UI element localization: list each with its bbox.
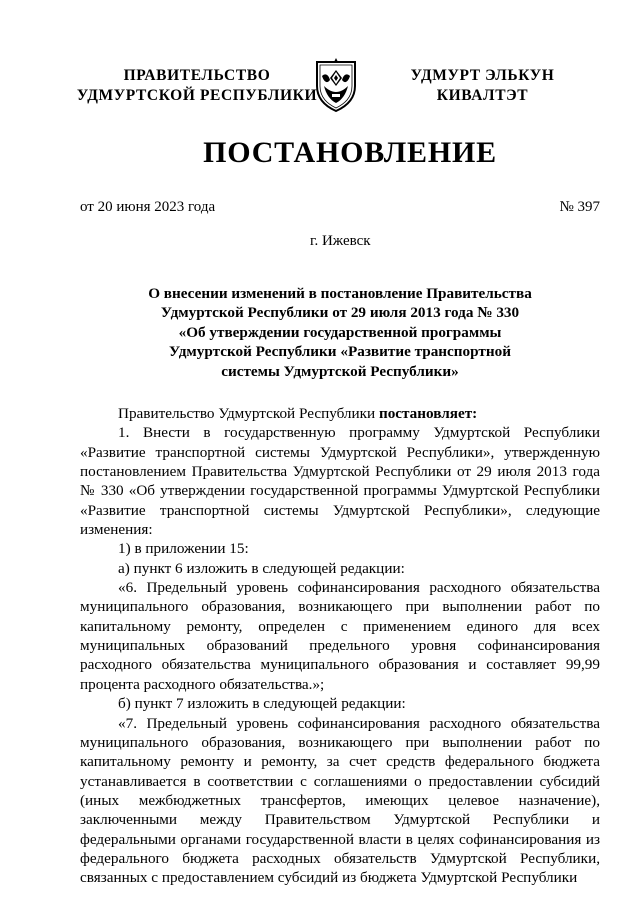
issuer-line: УДМУРТ ЭЛЬКУН bbox=[410, 67, 555, 84]
subject-line: Удмуртской Республики от 29 июля 2013 года № 330 bbox=[160, 304, 520, 322]
document-date: от 20 июня 2023 года bbox=[80, 199, 216, 215]
subject-line: Удмуртской Республики «Развитие транспортной bbox=[169, 343, 511, 361]
body-paragraph: «7. Предельный уровень софинансирования расходного обязательства муниципального образования, возникающего при выполнении работ по капитальному ремонту и ремонту, за счет средств федерального бюджета устанавливается в соответствии с соглашениями о предоставлении субсидий (иных межбюджетных трансфертов, имеющих целевое назначение), заключенными между Правительством Удмуртской Республики и федеральными органами государственной власти в целях софинансирования из федерального бюджета расходных обязательств Удмуртской Республики, связанных с предоставлением субсидий из бюджета Удмуртской Республики bbox=[80, 714, 600, 887]
document-body bbox=[80, 404, 600, 888]
document-city: г. Ижевск bbox=[310, 233, 371, 249]
intro-text: Правительство Удмуртской Республики bbox=[118, 405, 379, 422]
issuer-line: ПРАВИТЕЛЬСТВО bbox=[123, 67, 271, 84]
document-type-title: ПОСТАНОВЛЕНИЕ bbox=[203, 136, 497, 169]
document-subject bbox=[110, 284, 570, 381]
body-paragraph: 1. Внести в государственную программу Удмуртской Республики «Развитие транспортной системы Удмуртской Республики», утвержденную постановлением Правительства Удмуртской Республики от 29 июля 2013 года № 330 «Об утверждении государственной программы Удмуртской Республики «Развитие транспортной системы Удмуртской Республики», следующие изменения: bbox=[80, 424, 600, 539]
body-paragraph: а) пункт 6 изложить в следующей редакции: bbox=[118, 559, 405, 577]
intro-paragraph bbox=[80, 404, 600, 423]
issuer-name-russian bbox=[72, 66, 322, 106]
body-paragraph: б) пункт 7 изложить в следующей редакции: bbox=[118, 695, 406, 713]
body-paragraph: «6. Предельный уровень софинансирования расходного обязательства муниципального образования, возникающего при выполнении работ по капитальному ремонту, определен с применением единого для всех муниципальных образований предельного уровня софинансирования расходного обязательства муниципального образования и составляет 99,99 процента расходного обязательства.»; bbox=[80, 579, 600, 693]
coat-of-arms-icon bbox=[312, 56, 360, 112]
resolves-word: постановляет: bbox=[378, 405, 478, 422]
issuer-line: КИВАЛТЭТ bbox=[436, 87, 529, 104]
issuer-line: УДМУРТСКОЙ РЕСПУБЛИКИ bbox=[76, 87, 318, 104]
subject-line: О внесении изменений в постановление Правительства bbox=[148, 285, 532, 302]
subject-line: «Об утверждении государственной программы bbox=[178, 323, 502, 341]
issuer-name-udmurt bbox=[390, 66, 575, 106]
body-paragraph: 1) в приложении 15: bbox=[118, 540, 249, 558]
subject-line: системы Удмуртской Республики» bbox=[221, 362, 459, 380]
document-number: № 397 bbox=[559, 199, 600, 215]
